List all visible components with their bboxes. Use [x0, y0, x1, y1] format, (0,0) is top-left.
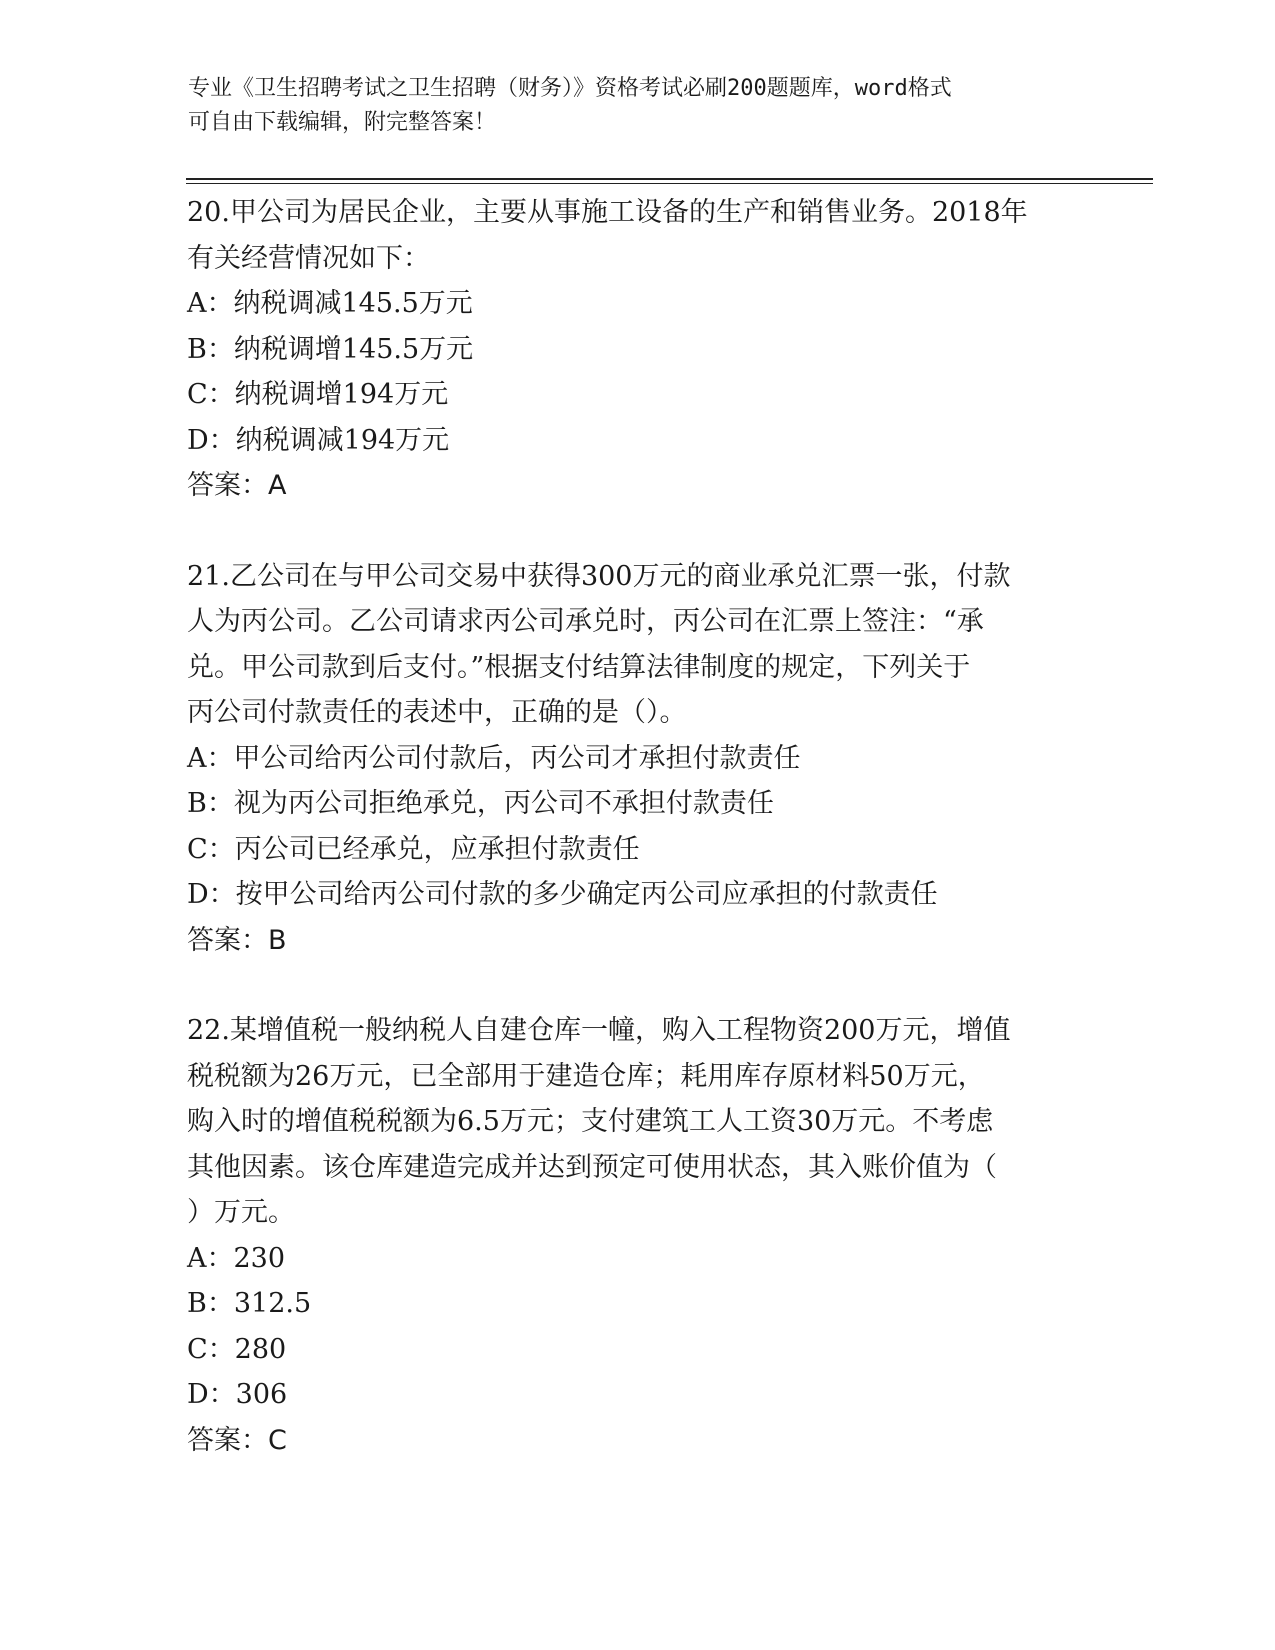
document-header [188, 72, 1088, 140]
question-stem [187, 1008, 1107, 1236]
header-line: 专业《卫生招聘考试之卫生招聘（财务）》资格考试必刷200题题库，word格式 [188, 76, 952, 101]
stem-line: 有关经营情况如下： [187, 242, 430, 274]
stem-line: 22.某增值税一般纳税人自建仓库一幢，购入工程物资200万元，增值 [187, 1015, 1011, 1046]
header-line: 可自由下载编辑，附完整答案！ [188, 110, 497, 135]
answer-line: 答案：C [187, 1424, 287, 1456]
question-stem [187, 190, 1107, 281]
question-21 [187, 554, 1107, 964]
stem-line: 其他因素。该仓库建造完成并达到预定可使用状态，其入账价值为（ [187, 1151, 997, 1183]
stem-line: 购入时的增值税税额为6.5万元；支付建筑工人工资30万元。不考虑 [187, 1106, 994, 1137]
stem-line: 20.甲公司为居民企业，主要从事施工设备的生产和销售业务。2018年 [187, 197, 1028, 228]
option-a: A：230 [187, 1242, 286, 1274]
question-20 [187, 190, 1107, 509]
stem-line: 人为丙公司。乙公司请求丙公司承兑时，丙公司在汇票上签注：“承 [187, 606, 984, 637]
question-stem [187, 554, 1107, 736]
option-d: D：306 [187, 1379, 288, 1410]
option-d: D：按甲公司给丙公司付款的多少确定丙公司应承担的付款责任 [187, 879, 938, 910]
header-divider-thin [186, 183, 1153, 184]
question-22 [187, 1008, 1107, 1463]
stem-line: 兑。甲公司款到后支付。”根据支付结算法律制度的规定，下列关于 [187, 651, 971, 683]
stem-line: 21.乙公司在与甲公司交易中获得300万元的商业承兑汇票一张，付款 [187, 560, 1011, 592]
option-c: C：纳税调增194万元 [187, 379, 449, 410]
stem-line: 丙公司付款责任的表述中，正确的是（）。 [187, 697, 687, 728]
option-c: C：280 [187, 1333, 287, 1365]
option-b: B：视为丙公司拒绝承兑，丙公司不承担付款责任 [187, 788, 774, 819]
option-a: A：甲公司给丙公司付款后，丙公司才承担付款责任 [187, 742, 801, 774]
option-d: D：纳税调减194万元 [187, 424, 450, 456]
stem-line: ）万元。 [187, 1197, 295, 1228]
option-b: B：312.5 [187, 1288, 312, 1319]
stem-line: 税税额为26万元，已全部用于建造仓库；耗用库存原材料50万元， [187, 1060, 985, 1092]
question-list [187, 190, 1107, 1463]
option-c: C：丙公司已经承兑，应承担付款责任 [187, 833, 640, 865]
option-b: B：纳税调增145.5万元 [187, 333, 474, 365]
answer-line: 答案：B [187, 924, 287, 956]
header-divider-thick [186, 178, 1153, 180]
answer-line: 答案：A [187, 470, 287, 501]
option-a: A：纳税调减145.5万元 [187, 288, 473, 319]
